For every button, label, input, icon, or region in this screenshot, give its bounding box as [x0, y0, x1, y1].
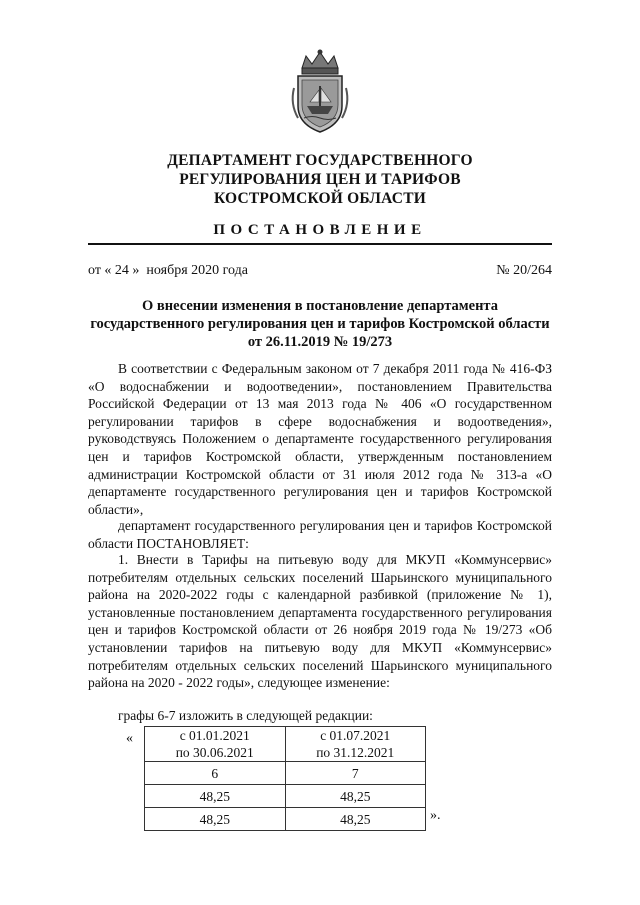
table-header-cell — [145, 727, 286, 762]
paragraph-legal-basis — [88, 360, 552, 518]
table-header-cell — [285, 727, 426, 762]
table-cell: 48,25 — [145, 785, 286, 808]
organization-line-1: ДЕПАРТАМЕНТ ГОСУДАРСТВЕННОГО — [167, 152, 473, 169]
header-divider — [88, 243, 552, 245]
col1-header-line-1: с 01.01.2021 — [179, 728, 250, 743]
paragraph-2-text: департамент государственного регулирования цен и тарифов Костромской области ПОСТАНОВЛЯЕТ: — [88, 518, 552, 551]
table-row — [145, 785, 426, 808]
table-cell: 48,25 — [285, 785, 426, 808]
col2-header-line-2: по 31.12.2021 — [316, 745, 395, 760]
document-number: № 20/264 — [496, 263, 552, 278]
table-cell: 48,25 — [285, 808, 426, 831]
paragraph-3-text: 1. Внести в Тарифы на питьевую воду для МКУП «Коммунсервис» потребителям отдельных сельских поселений Шарьинского муниципального района на 2020-2022 годы с календарной разбивкой (приложение № 1), установленные постановлением департамента государственного регулирования цен и тарифов Костромской области от 26 ноября 2019 года № 19/273 «Об установлении тарифов на питьевую воду для МКУП «Коммунсервис» потребителям отдельных сельских поселений Шарьинского муниципального района на 2020 - 2022 годы», следующее изменение: — [88, 552, 552, 691]
organization-name — [100, 151, 540, 208]
table-header-row — [145, 727, 426, 762]
tariff-table — [144, 726, 426, 831]
document-date: от « 24 » ноября 2020 года — [88, 263, 248, 278]
document-title — [88, 297, 552, 351]
title-line-1: О внесении изменения в постановление департамента — [142, 298, 498, 314]
organization-line-3: КОСТРОМСКОЙ ОБЛАСТИ — [213, 190, 426, 207]
col2-header-line-1: с 01.07.2021 — [320, 728, 391, 743]
paragraph-resolves — [88, 517, 552, 552]
coat-of-arms-icon — [288, 48, 352, 136]
document-type: ПОСТАНОВЛЕНИЕ — [213, 222, 427, 238]
table-row — [145, 808, 426, 831]
title-line-2: государственного регулирования цен и тарифов Костромской области — [90, 316, 550, 332]
organization-line-2: РЕГУЛИРОВАНИЯ ЦЕН И ТАРИФОВ — [179, 171, 461, 188]
table-cell: 6 — [145, 762, 286, 785]
col1-header-line-2: по 30.06.2021 — [175, 745, 254, 760]
table-row — [145, 762, 426, 785]
paragraph-item-1 — [88, 551, 552, 692]
closing-quote: ». — [430, 808, 441, 823]
title-line-3: от 26.11.2019 № 19/273 — [247, 334, 393, 350]
paragraph-columns — [88, 707, 552, 725]
table-cell: 48,25 — [145, 808, 286, 831]
paragraph-1-text: В соответствии с Федеральным законом от 7 декабря 2011 года № 416-ФЗ «О водоснабжении и водоотведении», постановлением Правительства Российской Федерации от 13 мая 2013 года № 406 «О государственном регулировании тарифов в сфере водоснабжения и водоотведения», руководствуясь Положением о департаменте государственного регулирования цен и тарифов Костромской области, утвержденным постановлением администрации Костромской области от 31 июля 2012 года № 313-а «О департаменте государственного регулирования цен и тарифов Костромской области», — [88, 361, 552, 517]
opening-quote: « — [126, 731, 133, 746]
table-cell: 7 — [285, 762, 426, 785]
paragraph-4-text: графы 6-7 изложить в следующей редакции: — [118, 708, 373, 723]
